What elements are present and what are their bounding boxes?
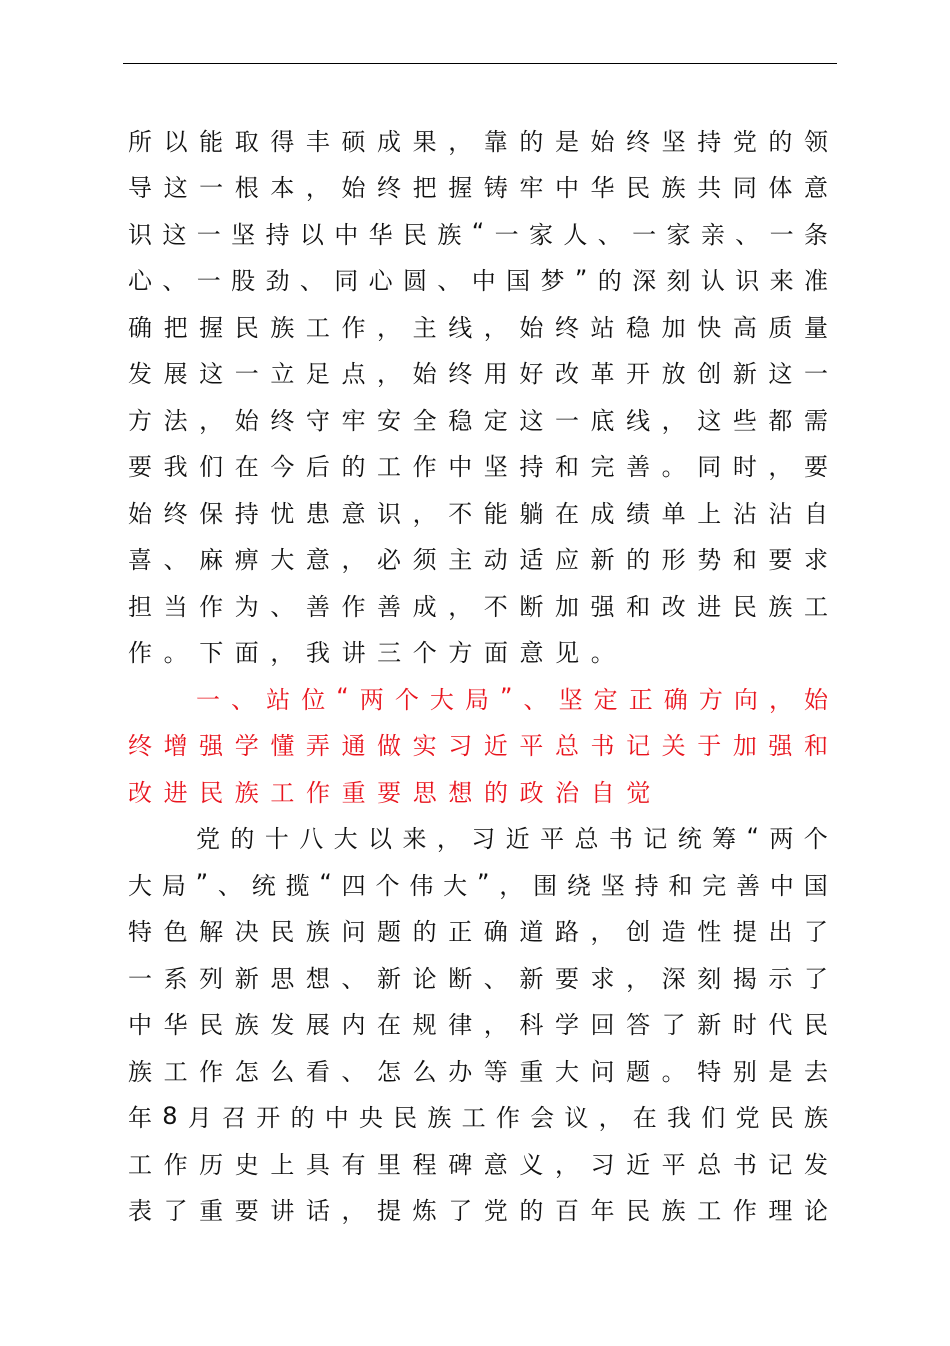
text-line: 要 我 们 在 今 后 的 工 作 中 坚 持 和 完 善 。 同 时 ， 要	[128, 453, 828, 482]
text-line: 发 展 这 一 立 足 点 ， 始 终 用 好 改 革 开 放 创 新 这 一	[128, 360, 828, 389]
text-line: 识 这 一 坚 持 以 中 华 民 族 “ 一 家 人 、 一 家 亲 、 一 条	[128, 218, 828, 249]
text-line: 作 。 下 面 ， 我 讲 三 个 方 面 意 见 。	[128, 639, 615, 668]
text-line: 导 这 一 根 本 ， 始 终 把 握 铸 牢 中 华 民 族 共 同 体 意	[128, 174, 828, 203]
text-line: 表 了 重 要 讲 话 ， 提 炼 了 党 的 百 年 民 族 工 作 理 论	[128, 1197, 828, 1226]
text-line: 确 把 握 民 族 工 作 ， 主 线 ， 始 终 站 稳 加 快 高 质 量	[128, 313, 828, 342]
header-rule	[123, 63, 837, 64]
text-line: 喜 、 麻 痹 大 意 ， 必 须 主 动 适 应 新 的 形 势 和 要 求	[128, 546, 828, 575]
text-line: 年 8 月 召 开 的 中 央 民 族 工 作 会 议 ， 在 我 们 党 民 族	[128, 1101, 828, 1133]
text-line: 党 的 十 八 大 以 来 ， 习 近 平 总 书 记 统 筹 “ 两 个	[196, 822, 828, 854]
text-line: 中 华 民 族 发 展 内 在 规 律 ， 科 学 回 答 了 新 时 代 民	[128, 1011, 828, 1040]
document-body	[128, 116, 828, 1232]
text-line: 工 作 历 史 上 具 有 里 程 碑 意 义 ， 习 近 平 总 书 记 发	[128, 1150, 828, 1179]
text-line: 方 法 ， 始 终 守 牢 安 全 稳 定 这 一 底 线 ， 这 些 都 需	[128, 406, 828, 435]
text-line: 族 工 作 怎 么 看 、 怎 么 办 等 重 大 问 题 。 特 别 是 去	[128, 1057, 828, 1086]
heading-line: 终 增 强 学 懂 弄 通 做 实 习 近 平 总 书 记 关 于 加 强 和	[128, 732, 828, 761]
text-line: 一 系 列 新 思 想 、 新 论 断 、 新 要 求 ， 深 刻 揭 示 了	[128, 964, 828, 993]
text-line: 始 终 保 持 忧 患 意 识 ， 不 能 躺 在 成 绩 单 上 沾 沾 自	[128, 499, 828, 528]
text-line: 大 局 ” 、 统 揽 “ 四 个 伟 大 ” ， 围 绕 坚 持 和 完 善 中 国	[128, 869, 828, 900]
heading-line: 一 、 站 位 “ 两 个 大 局 ” 、 坚 定 正 确 方 向 ， 始	[196, 683, 828, 714]
heading-line: 改 进 民 族 工 作 重 要 思 想 的 政 治 自 觉	[128, 778, 651, 807]
text-line: 担 当 作 为 、 善 作 善 成 ， 不 断 加 强 和 改 进 民 族 工	[128, 592, 828, 621]
text-line: 所 以 能 取 得 丰 硕 成 果 ， 靠 的 是 始 终 坚 持 党 的 领	[128, 127, 828, 156]
text-line: 心 、 一 股 劲 、 同 心 圆 、 中 国 梦 ” 的 深 刻 认 识 来 准	[128, 264, 828, 296]
text-line: 特 色 解 决 民 族 问 题 的 正 确 道 路 ， 创 造 性 提 出 了	[128, 918, 828, 947]
